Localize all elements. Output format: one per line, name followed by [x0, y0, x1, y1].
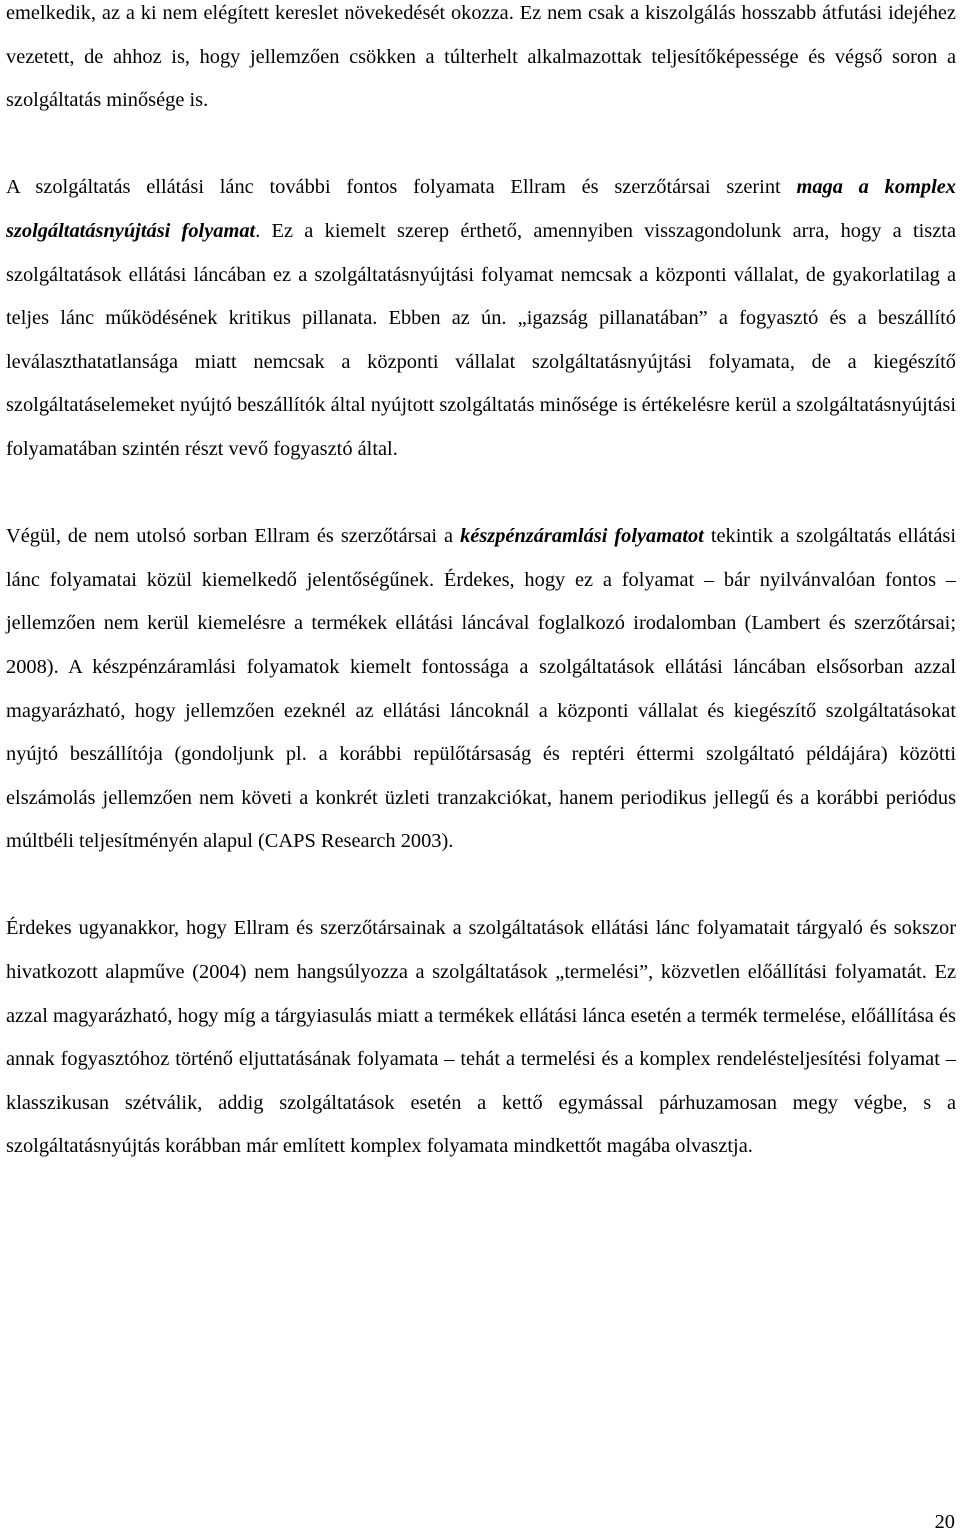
paragraph-production-process: Érdekes ugyanakkor, hogy Ellram és szerzőtársainak a szolgáltatások ellátási lánc folyamatait tárgyaló és sokszor hivatkozott alapműve (2004) nem hangsúlyozza a szolgáltatások „termelési”, közvetlen előállítási folyamatát. Ez azzal magyarázható, hogy míg a tárgyiasulás miatt a termékek ellátási lánca esetén a termék termelése, előállítása és annak fogyasztóhoz történő eljuttatásának folyamata – tehát a termelési és a komplex rendelésteljesítési folyamat – klasszikusan szétválik, addig szolgáltatások esetén a kettő egymással párhuzamosan megy végbe, s a szolgáltatásnyújtás korábban már említett komplex folyamata mindkettőt magába olvasztja. [6, 917, 956, 1158]
document-page [6, 0, 956, 1169]
page-number: 20 [934, 1511, 955, 1533]
paragraph-gap [6, 123, 956, 167]
paragraph-text-after: tekintik a szolgáltatás ellátási lánc folyamatai közül kiemelkedő jelentőségűnek. Érdekes, hogy ez a folyamat – bár nyilvánvalóan fontos – jellemzően nem kerül kiemelésre a termékek ellátási láncával foglalkozó irodalomban (Lambert és szerzőtársai; 2008). A készpénzáramlási folyamatok kiemelt fontossága a szolgáltatások ellátási láncában elsősorban azzal magyarázható, hogy jellemzően ezeknél az ellátási láncoknál a központi vállalat és kiegészítő szolgáltatásokat nyújtó beszállítója (gondoljunk pl. a korábbi repülőtársaság és reptéri éttermi szolgáltató példájára) közötti elszámolás jellemzően nem követi a konkrét üzleti tranzakciókat, hanem periodikus jellegű és a korábbi periódus múltbéli teljesítményén alapul (CAPS Research 2003). [6, 525, 956, 853]
emphasis-cash-flow-process: készpénzáramlási folyamatot [460, 525, 704, 548]
paragraph-cash-flow [6, 515, 956, 864]
paragraph-service-delivery [6, 166, 956, 471]
paragraph-gap [6, 864, 956, 908]
paragraph-text-before: Végül, de nem utolsó sorban Ellram és szerzőtársai a [6, 525, 461, 548]
emphasis-service-delivery-process: maga a komplex szolgáltatásnyújtási folyamat [6, 176, 956, 242]
paragraph-text-before: A szolgáltatás ellátási lánc további fontos folyamata Ellram és szerzőtársai szerint [6, 176, 797, 199]
paragraph-gap [6, 472, 956, 516]
paragraph-continued: emelkedik, az a ki nem elégített kereslet növekedését okozza. Ez nem csak a kiszolgálás hosszabb átfutási idejéhez vezetett, de ahhoz is, hogy jellemzően csökken a túlterhelt alkalmazottak teljesítőképessége és végső soron a szolgáltatás minősége is. [6, 2, 956, 112]
paragraph-text-after: . Ez a kiemelt szerep érthető, amennyiben visszagondolunk arra, hogy a tiszta szolgáltatások ellátási láncában ez a szolgáltatásnyújtási folyamat nemcsak a központi vállalat, de gyakorlatilag a teljes lánc működésének kritikus pillanata. Ebben az ún. „igazság pillanatában” a fogyasztó és a beszállító leválaszthatatlansága miatt nemcsak a központi vállalat szolgáltatásnyújtási folyamata, de a kiegészítő szolgáltatáselemeket nyújtó beszállítók által nyújtott szolgáltatás minősége is értékelésre kerül a szolgáltatásnyújtási folyamatában szintén részt vevő fogyasztó által. [6, 219, 956, 460]
